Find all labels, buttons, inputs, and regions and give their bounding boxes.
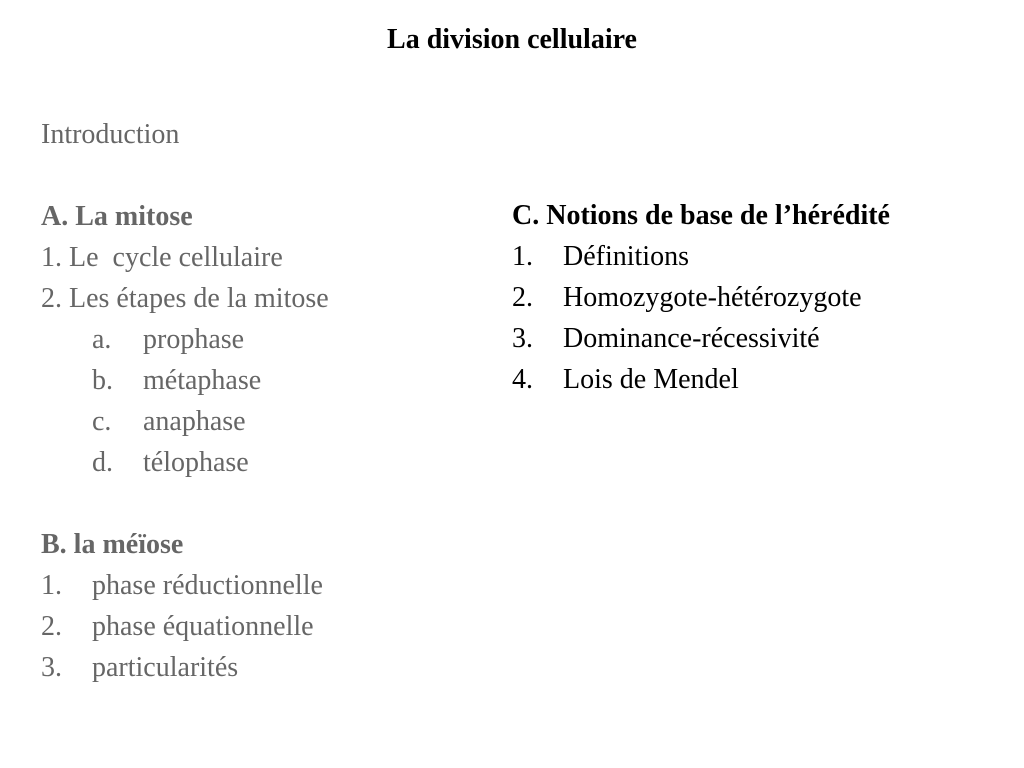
section-b-heading: B. la méïose bbox=[41, 529, 184, 560]
list-item bbox=[41, 401, 329, 442]
list-item bbox=[41, 319, 329, 360]
right-column bbox=[512, 195, 890, 400]
list-item-text: télophase bbox=[143, 447, 249, 478]
section-a-item-1: 1. Le cycle cellulaire bbox=[41, 242, 283, 273]
list-item-text: Dominance-récessivité bbox=[563, 323, 820, 354]
list-item-text: Lois de Mendel bbox=[563, 364, 739, 395]
list-item-text: Homozygote-hétérozygote bbox=[563, 282, 862, 313]
list-marker: d. bbox=[92, 447, 113, 478]
list-item bbox=[41, 647, 329, 688]
list-marker: c. bbox=[92, 406, 112, 437]
section-a-item-2: 2. Les étapes de la mitose bbox=[41, 283, 329, 314]
list-item-text: phase réductionnelle bbox=[92, 570, 323, 601]
list-marker: b. bbox=[92, 365, 113, 396]
list-marker: 3. bbox=[41, 652, 62, 683]
section-a-heading: A. La mitose bbox=[41, 201, 193, 232]
list-item bbox=[41, 360, 329, 401]
list-item-text: métaphase bbox=[143, 365, 262, 396]
list-item bbox=[512, 236, 890, 277]
list-marker: 2. bbox=[41, 611, 62, 642]
section-c-heading: C. Notions de base de l’hérédité bbox=[512, 200, 890, 231]
list-item bbox=[512, 277, 890, 318]
spacer bbox=[41, 155, 329, 196]
list-item bbox=[41, 565, 329, 606]
list-item bbox=[512, 318, 890, 359]
introduction-label: Introduction bbox=[41, 119, 180, 150]
list-item-text: particularités bbox=[92, 652, 239, 683]
list-marker: 2. bbox=[512, 282, 533, 313]
list-marker: a. bbox=[92, 324, 112, 355]
list-item bbox=[41, 442, 329, 483]
left-column bbox=[41, 114, 329, 688]
list-marker: 4. bbox=[512, 364, 533, 395]
spacer bbox=[41, 483, 329, 524]
list-marker: 3. bbox=[512, 323, 533, 354]
list-item bbox=[512, 359, 890, 400]
list-item-text: Définitions bbox=[563, 241, 689, 272]
list-item-text: anaphase bbox=[143, 406, 246, 437]
list-marker: 1. bbox=[41, 570, 62, 601]
list-marker: 1. bbox=[512, 241, 533, 272]
list-item-text: prophase bbox=[143, 324, 245, 355]
list-item bbox=[41, 606, 329, 647]
page-title: La division cellulaire bbox=[387, 24, 637, 55]
list-item-text: phase équationnelle bbox=[92, 611, 314, 642]
